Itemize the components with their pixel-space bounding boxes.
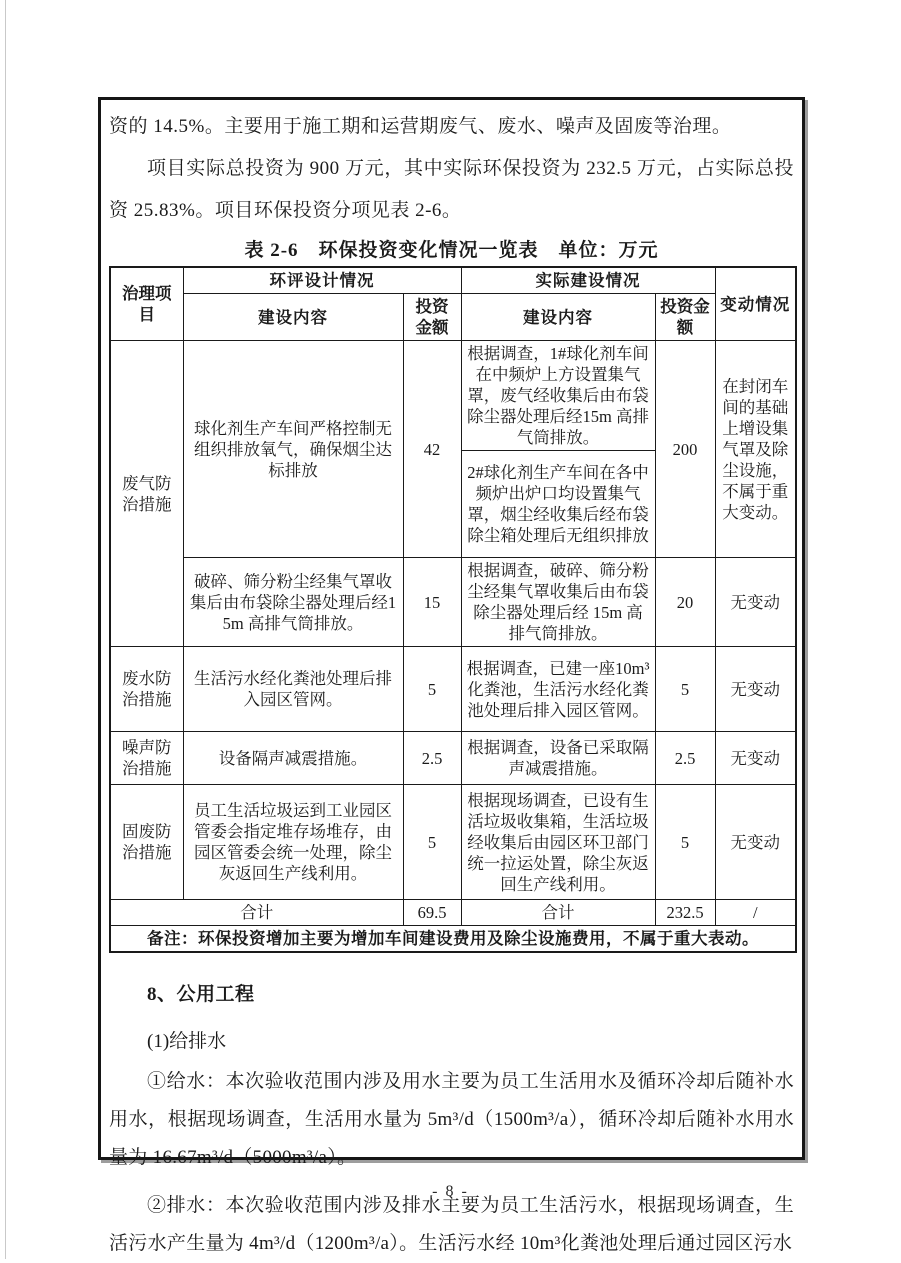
cell-waste-gas-eia-amount-1: 42 — [403, 341, 461, 558]
cell-waste-gas-eia-amount-2: 15 — [403, 558, 461, 647]
cell-waste-gas-change-2: 无变动 — [715, 558, 796, 647]
cell-waste-gas-actual-content-1b: 2#球化剂生产车间在各中频炉出炉口均设置集气罩，烟尘经收集后经布袋除尘箱处理后无组织排放 — [461, 451, 655, 558]
table-header-row-1 — [110, 267, 796, 294]
cell-solid-waste-actual-amount: 5 — [655, 785, 715, 900]
table-header-row-2 — [110, 294, 796, 341]
header-actual-content: 建设内容 — [461, 294, 655, 341]
cell-total-eia-amount: 69.5 — [403, 900, 461, 926]
header-eia-content: 建设内容 — [183, 294, 403, 341]
cell-noise-actual-content: 根据调查，设备已采取隔声减震措施。 — [461, 732, 655, 785]
table-row-solid-waste — [110, 785, 796, 900]
cell-noise-category: 噪声防治措施 — [110, 732, 183, 785]
header-eia-group: 环评设计情况 — [183, 267, 461, 294]
cell-total-actual-amount: 232.5 — [655, 900, 715, 926]
cell-waste-gas-eia-content-2: 破碎、筛分粉尘经集气罩收集后由布袋除尘器处理后经15m 高排气筒排放。 — [183, 558, 403, 647]
cell-solid-waste-actual-content: 根据现场调查，已设有生活垃圾收集箱，生活垃圾经收集后由园区环卫部门统一拉运处置，除尘灰返回生产线利用。 — [461, 785, 655, 900]
table-row-total — [110, 900, 796, 926]
cell-waste-water-category: 废水防治措施 — [110, 647, 183, 732]
investment-table — [109, 266, 797, 953]
cell-solid-waste-category: 固废防治措施 — [110, 785, 183, 900]
section-heading: 8、公用工程 — [147, 984, 255, 1005]
cell-noise-actual-amount: 2.5 — [655, 732, 715, 785]
cell-total-change: / — [715, 900, 796, 926]
cell-solid-waste-eia-content: 员工生活垃圾运到工业园区管委会指定堆存场堆存，由园区管委会统一处理，除尘灰返回生产线利用。 — [183, 785, 403, 900]
header-actual-amount: 投资金额 — [655, 294, 715, 341]
cell-waste-water-change: 无变动 — [715, 647, 796, 732]
cell-waste-water-eia-content: 生活污水经化粪池处理后排入园区管网。 — [183, 647, 403, 732]
cell-total-label-actual: 合计 — [461, 900, 655, 926]
header-project: 治理项目 — [110, 267, 183, 341]
table-row-waste-gas-1a — [110, 341, 796, 451]
cell-waste-water-actual-amount: 5 — [655, 647, 715, 732]
table-row-waste-water — [110, 647, 796, 732]
table-row-waste-gas-2 — [110, 558, 796, 647]
cell-noise-change: 无变动 — [715, 732, 796, 785]
header-actual-group: 实际建设情况 — [461, 267, 715, 294]
table-row-note — [110, 926, 796, 953]
cell-solid-waste-eia-amount: 5 — [403, 785, 461, 900]
cell-total-label-eia: 合计 — [110, 900, 403, 926]
paragraph-water-supply: ①给水：本次验收范围内涉及用水主要为员工生活用水及循环冷却后随补水用水，根据现场调查，生活用水量为 5m³/d（1500m³/a），循环冷却后随补水用水量为 16.67m³/d（5000m³/a）。 — [109, 1071, 794, 1168]
cell-waste-gas-actual-amount-2: 20 — [655, 558, 715, 647]
cell-waste-water-eia-amount: 5 — [403, 647, 461, 732]
cell-note: 备注：环保投资增加主要为增加车间建设费用及除尘设施费用，不属于重大表动。 — [110, 926, 796, 953]
table-title: 表 2-6 环保投资变化情况一览表 单位：万元 — [244, 240, 659, 261]
table-row-noise — [110, 732, 796, 785]
cell-waste-gas-change-1: 在封闭车间的基础上增设集气罩及除尘设施，不属于重大变动。 — [715, 341, 796, 558]
cell-solid-waste-change: 无变动 — [715, 785, 796, 900]
cell-waste-gas-actual-content-2: 根据调查，破碎、筛分粉尘经集气罩收集后由布袋除尘器处理后经 15m 高排气筒排放。 — [461, 558, 655, 647]
page-number: - 8 - — [432, 1183, 469, 1200]
cell-waste-gas-eia-content-1: 球化剂生产车间严格控制无组织排放氧气，确保烟尘达标排放 — [183, 341, 403, 558]
paragraph-continuation: 资的 14.5%。主要用于施工期和运营期废气、废水、噪声及固废等治理。 — [109, 116, 732, 137]
subsection-heading: (1)给排水 — [147, 1031, 227, 1052]
paragraph-drainage: ②排水：本次验收范围内涉及排水主要为员工生活污水，根据现场调查，生活污水产生量为 4m³/d（1200m³/a）。生活污水经 10m³化粪池处理后通过园区污水 — [109, 1195, 794, 1254]
cell-waste-gas-category: 废气防治措施 — [110, 341, 183, 647]
page-frame — [98, 97, 805, 1254]
cell-noise-eia-amount: 2.5 — [403, 732, 461, 785]
cell-waste-gas-actual-amount-1: 200 — [655, 341, 715, 558]
cell-noise-eia-content: 设备隔声减震措施。 — [183, 732, 403, 785]
cell-waste-water-actual-content: 根据调查，已建一座10m³化粪池，生活污水经化粪池处理后排入园区管网。 — [461, 647, 655, 732]
header-eia-amount: 投资金额 — [403, 294, 461, 341]
header-change: 变动情况 — [715, 267, 796, 341]
scan-artifact-line — [5, 0, 6, 1259]
cell-waste-gas-actual-content-1a: 根据调查，1#球化剂车间在中频炉上方设置集气罩，废气经收集后由布袋除尘器处理后经15m 高排气筒排放。 — [461, 341, 655, 451]
paragraph-investment-summary: 项目实际总投资为 900 万元，其中实际环保投资为 232.5 万元，占实际总投资 25.83%。项目环保投资分项见表 2-6。 — [109, 158, 794, 221]
